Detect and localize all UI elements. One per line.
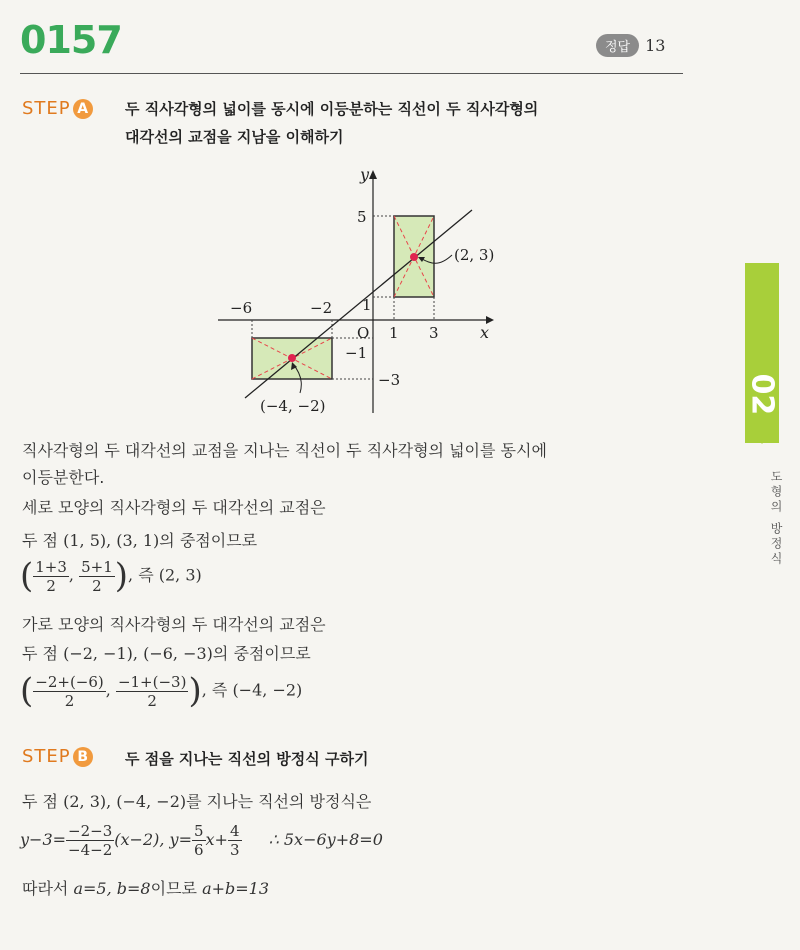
step-b-letter-icon: B (73, 747, 93, 767)
origin-label: O (357, 324, 370, 342)
body-line-4: 두 점 (1, 5), (3, 1)의 중점이므로 (22, 531, 258, 550)
chapter-side-label: 도형의 방정식 (769, 470, 783, 567)
tick-label-m1: −1 (345, 344, 368, 362)
step-a-title-line2: 대각선의 교점을 지남을 이해하기 (125, 128, 344, 146)
point-label-lower: (−4, −2) (260, 397, 326, 415)
answer-badge: 정답 (596, 34, 639, 57)
tick-label-m2: −2 (310, 299, 333, 317)
answer-value: 13 (645, 36, 666, 55)
tick-label-5: 5 (357, 208, 367, 226)
tick-label-x3: 3 (429, 324, 439, 342)
center-point-lower (288, 354, 296, 362)
step-a-header (22, 98, 93, 119)
answer-box (596, 34, 665, 57)
y-axis-label: y (360, 165, 370, 184)
y-axis-arrow-icon (369, 170, 377, 179)
step-b-word: STEP (22, 746, 71, 767)
step-b-header (22, 746, 93, 767)
body-line-3: 세로 모양의 직사각형의 두 대각선의 교점은 (22, 498, 326, 517)
header-divider (20, 73, 683, 74)
bisecting-line (245, 210, 472, 398)
body-line-1: 직사각형의 두 대각선의 교점을 지나는 직선이 두 직사각형의 넓이를 동시에 (22, 441, 547, 460)
x-axis-label: x (480, 323, 490, 342)
body-line-5: 가로 모양의 직사각형의 두 대각선의 교점은 (22, 615, 326, 634)
coordinate-graph (200, 158, 520, 420)
tick-label-y1: 1 (362, 296, 372, 314)
line-equation: y−3= $\frac{-2-3}{-4-2}$ (x−2), y= $\frac{5}{6}$ x+ $\frac{4}{3}$ ∴ 5x−6y+8=0 (20, 822, 383, 859)
chapter-tab-point (745, 420, 779, 444)
tick-label-m3: −3 (378, 371, 401, 389)
step-a-word: STEP (22, 98, 71, 119)
point-label-upper: (2, 3) (454, 246, 495, 264)
formula-2: ( $\frac{-2+(-6)}{2}$ , $\frac{-1+(-3)}{2}$ ), 즉 (−4, −2) (20, 671, 303, 711)
final-answer-line: 따라서 a=5, b=8이므로 a+b=13 (22, 879, 270, 898)
step-b-title: 두 점을 지나는 직선의 방정식 구하기 (125, 750, 369, 768)
step-a-title-line1: 두 직사각형의 넓이를 동시에 이등분하는 직선이 두 직사각형의 (125, 100, 539, 118)
step-a-letter-icon: A (73, 99, 93, 119)
problem-number: 0157 (20, 18, 122, 62)
chapter-tab (745, 263, 779, 443)
chapter-tab-label: 02 (744, 373, 780, 416)
tick-label-x1: 1 (389, 324, 399, 342)
formula-1: ( $\frac{1+3}{2}$ , $\frac{5+1}{2}$ ), 즉 (2, 3) (20, 556, 202, 596)
tick-label-m6: −6 (230, 299, 253, 317)
body-line-6: 두 점 (−2, −1), (−6, −3)의 중점이므로 (22, 644, 311, 663)
body-line-2: 이등분한다. (22, 468, 105, 487)
center-point-upper (410, 253, 418, 261)
step-b-line-1: 두 점 (2, 3), (−4, −2)를 지나는 직선의 방정식은 (22, 792, 372, 811)
